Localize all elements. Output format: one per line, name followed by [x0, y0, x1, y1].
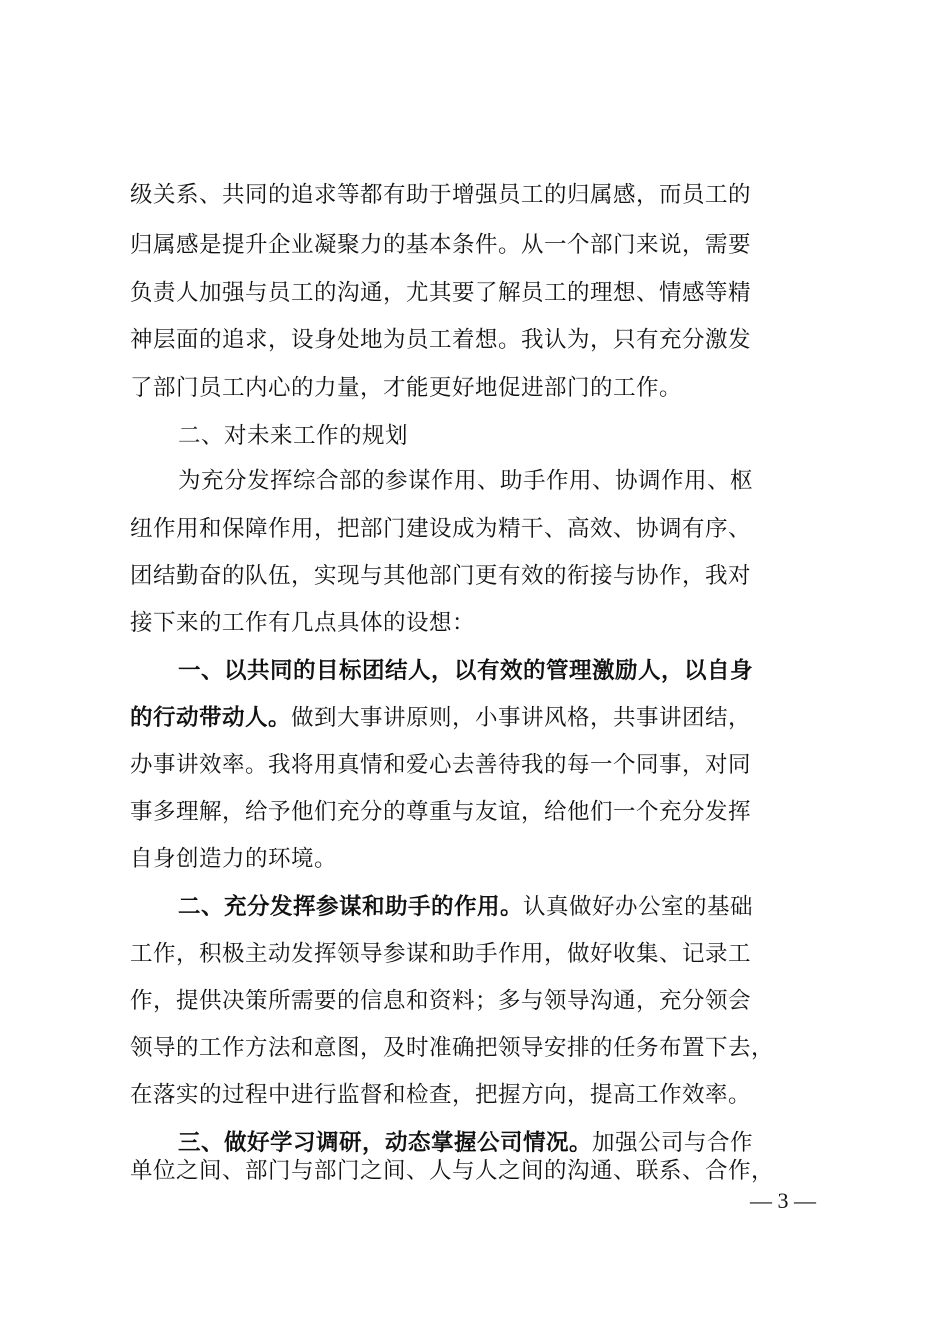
paragraph-line: 神层面的追求，设身处地为员工着想。我认为，只有充分激发	[130, 327, 752, 353]
paragraph-line: 级关系、共同的追求等都有助于增强员工的归属感，而员工的	[130, 182, 752, 208]
paragraph-line: 了部门员工内心的力量，才能更好地促进部门的工作。	[130, 375, 683, 401]
paragraph-line: 领导的工作方法和意图，及时准确把领导安排的任务布置下去，	[130, 1035, 775, 1061]
paragraph-line: 事多理解，给予他们充分的尊重与友谊，给他们一个充分发挥	[130, 799, 752, 825]
paragraph-line: 团结勤奋的队伍，实现与其他部门更有效的衔接与协作，我对	[130, 563, 752, 589]
point-3-title: 三、做好学习调研，动态掌握公司情况。	[178, 1130, 593, 1156]
paragraph-line: 单位之间、部门与部门之间、人与人之间的沟通、联系、合作，	[130, 1158, 775, 1184]
paragraph-line: 纽作用和保障作用，把部门建设成为精干、高效、协调有序、	[130, 516, 752, 542]
point-3-line	[178, 1128, 820, 1158]
paragraph-line: 工作，积极主动发挥领导参谋和助手作用，做好收集、记录工	[130, 941, 752, 967]
paragraph-line: 归属感是提升企业凝聚力的基本条件。从一个部门来说，需要	[130, 232, 752, 258]
section-heading: 二、对未来工作的规划	[178, 423, 409, 449]
point-2-line	[178, 892, 820, 922]
point-2-title: 二、充分发挥参谋和助手的作用。	[178, 894, 524, 920]
point-1-title: 一、以共同的目标团结人，以有效的管理激励人，以自身	[178, 658, 754, 684]
point-1-line	[130, 703, 820, 733]
paragraph-line: 作，提供决策所需要的信息和资料；多与领导沟通，充分领会	[130, 988, 752, 1014]
paragraph-line: 为充分发挥综合部的参谋作用、助手作用、协调作用、枢	[178, 468, 754, 494]
point-1-title-end: 的行动带动人。	[130, 705, 292, 731]
paragraph-line: 接下来的工作有几点具体的设想：	[130, 610, 476, 636]
page-number: — 3 —	[750, 1188, 816, 1213]
point-3-text: 加强公司与合作	[592, 1130, 754, 1156]
paragraph-line: 负责人加强与员工的沟通，尤其要了解员工的理想、情感等精	[130, 280, 752, 306]
paragraph-line: 在落实的过程中进行监督和检查，把握方向，提高工作效率。	[130, 1082, 752, 1108]
point-1-text: 做到大事讲原则，小事讲风格，共事讲团结，	[291, 705, 752, 731]
paragraph-line: 办事讲效率。我将用真情和爱心去善待我的每一个同事，对同	[130, 752, 752, 778]
point-2-text: 认真做好办公室的基础	[523, 894, 754, 920]
paragraph-line: 自身创造力的环境。	[130, 846, 338, 872]
